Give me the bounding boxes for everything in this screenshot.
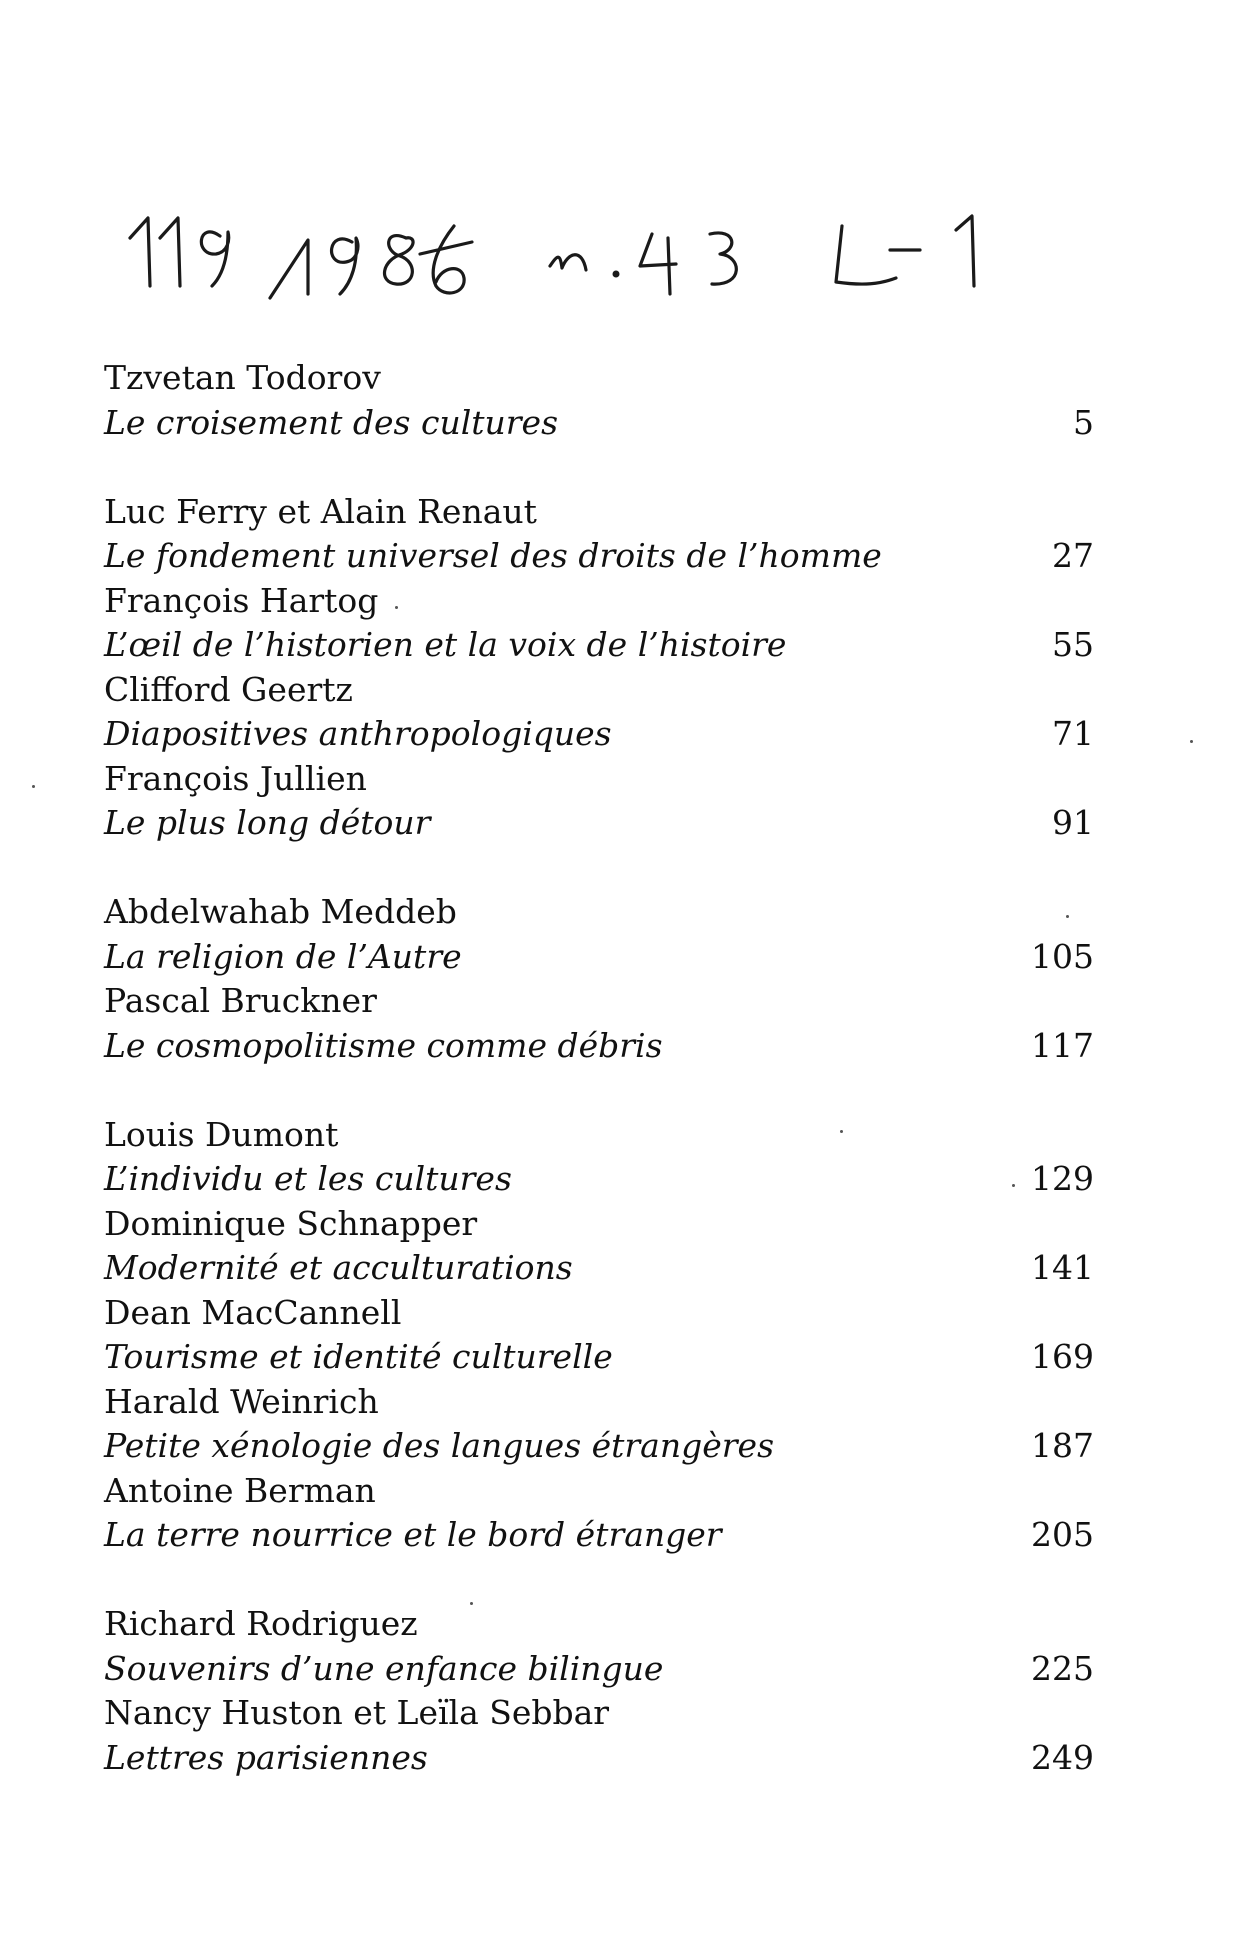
toc-section-5 [104,1602,1094,1780]
entry-title-row [104,1246,1094,1291]
entry-author: François Jullien [104,758,367,798]
entry-title: Petite xénologie des langues étrangères [104,1426,775,1465]
entry-author: Antoine Berman [104,1470,376,1510]
entry-page-number: 225 [1031,1648,1094,1688]
toc-entry [104,490,1094,579]
scan-speck [1066,915,1069,918]
entry-title-row [104,1513,1094,1558]
toc-entry [104,890,1094,979]
toc-section-1 [104,356,1094,445]
entry-title-row [104,935,1094,980]
entry-title: Tourisme et identité culturelle [104,1337,613,1376]
entry-title: Le plus long détour [104,803,431,842]
toc-entry [104,1691,1094,1780]
entry-page-number: 169 [1031,1337,1094,1376]
toc-entry [104,1380,1094,1469]
scan-speck [840,1130,843,1133]
entry-title-row [104,1157,1094,1202]
toc-entry [104,1113,1094,1202]
entry-page-number: 55 [1052,625,1094,664]
scan-speck [1012,1184,1015,1187]
entry-author: Pascal Bruckner [104,981,377,1020]
entry-title: Le cosmopolitisme comme débris [104,1025,663,1065]
toc-entry [104,579,1094,668]
toc-entry [104,1202,1094,1291]
scan-speck [32,785,35,788]
entry-author: François Hartog [104,580,379,620]
entry-page-number: 5 [1073,402,1094,442]
entry-author: Louis Dumont [104,1114,339,1154]
entry-author: Clifford Geertz [104,669,353,709]
entry-title-row [104,1335,1094,1380]
entry-page-number: 71 [1052,714,1094,753]
entry-title-row [104,1647,1094,1692]
scan-speck [1190,740,1193,743]
entry-author: Dean MacCannell [104,1292,402,1332]
entry-title-row [104,801,1094,846]
entry-title: Modernité et acculturations [104,1248,573,1287]
entry-title-row [104,1736,1094,1781]
toc-entry [104,1291,1094,1380]
entry-author: Nancy Huston et Leïla Sebbar [104,1693,610,1732]
toc-entry [104,1469,1094,1558]
scan-speck [470,1602,473,1605]
entry-page-number: 187 [1031,1426,1094,1465]
entry-title-row [104,401,1094,446]
entry-title-row [104,712,1094,757]
entry-title: Souvenirs d’une enfance bilingue [104,1648,664,1688]
entry-page-number: 27 [1052,536,1094,575]
entry-page-number: 129 [1031,1159,1094,1198]
entry-page-number: 249 [1031,1737,1094,1777]
handwritten-shelfmark [120,190,1060,310]
entry-title: Lettres parisiennes [104,1737,428,1777]
toc-section-4 [104,1113,1094,1558]
scan-speck [395,606,398,609]
entry-title: Le croisement des cultures [104,402,559,442]
entry-title-row [104,1424,1094,1469]
entry-title-row [104,534,1094,579]
entry-page-number: 91 [1052,803,1094,842]
entry-title: Diapositives anthropologiques [104,714,612,753]
handwritten-shelfmark-drawing [120,190,1060,310]
entry-title: Le fondement universel des droits de l’homme [104,536,882,575]
entry-title-row [104,1024,1094,1069]
entry-title-row [104,623,1094,668]
toc-entry [104,356,1094,445]
toc-entry [104,1602,1094,1691]
entry-author: Abdelwahab Meddeb [104,892,457,931]
entry-title: La religion de l’Autre [104,936,462,976]
entry-title: L’individu et les cultures [104,1159,512,1198]
entry-author: Dominique Schnapper [104,1203,478,1243]
entry-author: Luc Ferry et Alain Renaut [104,491,537,531]
entry-author: Richard Rodriguez [104,1604,418,1643]
toc-entry [104,757,1094,846]
entry-page-number: 117 [1031,1025,1094,1065]
entry-page-number: 141 [1031,1248,1094,1287]
toc-section-2 [104,490,1094,846]
toc-entry [104,668,1094,757]
entry-title: L’œil de l’historien et la voix de l’histoire [104,625,787,664]
entry-title: La terre nourrice et le bord étranger [104,1515,722,1554]
entry-page-number: 105 [1031,936,1094,976]
entry-page-number: 205 [1031,1515,1094,1554]
toc-section-3 [104,890,1094,1068]
table-of-contents [104,356,1094,1825]
entry-author: Tzvetan Todorov [104,358,381,397]
entry-author: Harald Weinrich [104,1381,379,1421]
toc-entry [104,979,1094,1068]
